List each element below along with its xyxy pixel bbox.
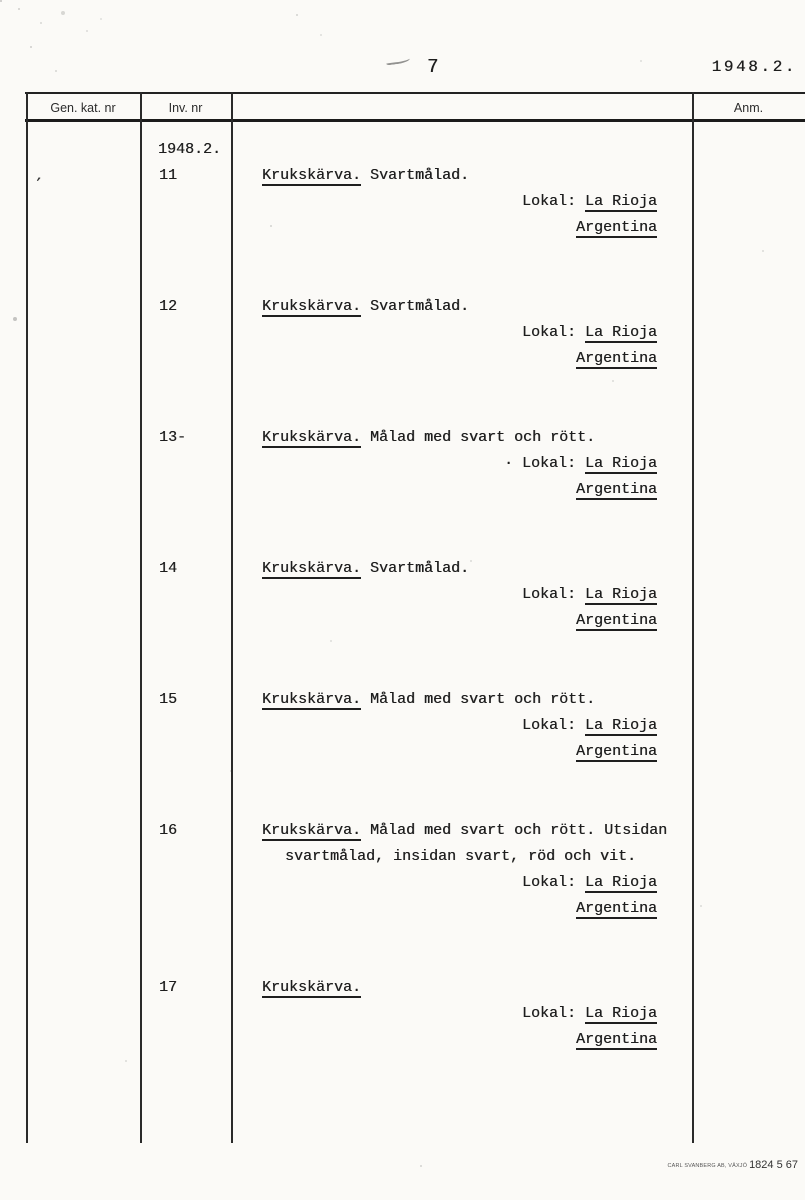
entry-country-line [262,608,657,634]
entry-title-line [262,975,657,1001]
page-number: 7 [427,56,439,78]
inventory-entry [0,687,805,765]
entry-title-line [262,425,657,451]
lokal-place: La Rioja [584,1005,657,1022]
entry-title-line [262,163,657,189]
entry-desc-rest: Svartmålad. [361,167,470,184]
country: Argentina [575,900,657,917]
inventory-year-value: 1948.2. [158,141,222,158]
entry-description [262,294,657,372]
printer-credit-code: 1824 5 67 [749,1159,798,1171]
entry-object-word: Krukskärva. [262,979,362,996]
entry-inv-number: 11 [159,167,178,184]
country: Argentina [575,1031,657,1048]
entry-inv-number: 13- [159,429,187,446]
entry-country-line [262,346,657,372]
column-header-anm: Anm. [733,101,764,115]
entry-desc-rest: Svartmålad. [361,560,470,577]
country: Argentina [575,350,657,367]
entry-inv-number: 17 [159,979,178,996]
entry-inv-number: 12 [159,298,178,315]
country: Argentina [575,612,657,629]
entry-desc-rest: Svartmålad. [361,298,470,315]
entry-inv-number: 16 [159,822,178,839]
lokal-place: La Rioja [584,193,657,210]
entry-inv-number: 14 [159,560,178,577]
table-header-rule [25,119,805,122]
country: Argentina [575,743,657,760]
inventory-entry [0,294,805,372]
entry-description [262,818,668,922]
entry-lokal-line [262,870,657,896]
entries [0,137,805,1106]
entry-title-line [262,556,657,582]
lokal-place: La Rioja [584,717,657,734]
entry-lokal-line [262,189,657,215]
lokal-place: La Rioja [584,586,657,603]
scan-noise [0,0,2,2]
lokal-place: La Rioja [584,874,657,891]
entry-lokal-line [262,713,657,739]
entry-desc-rest: Målad med svart och rött. [361,691,596,708]
inventory-entry [0,556,805,634]
pen-mark [386,56,411,66]
lokal-label: Lokal: [521,193,585,210]
entry-object-word: Krukskärva. [262,822,362,839]
lokal-label: Lokal: [521,324,585,341]
entry-lokal-line [262,451,657,477]
entry-desc-line2 [262,844,657,870]
column-header-gen-kat-nr: Gen. kat. nr [50,101,116,115]
lokal-label: Lokal: [521,717,585,734]
entry-lokal-line [262,320,657,346]
entry-description [262,687,657,765]
stray-margin-mark: ’ [32,175,43,191]
column-header-inv-nr: Inv. nr [168,101,203,115]
entry-desc-rest: Målad med svart och rött. Utsidan [361,822,668,839]
entry-country-line [262,1027,657,1053]
entry-object-word: Krukskärva. [262,560,362,577]
entry-title-line [262,818,668,844]
inventory-entry [0,975,805,1053]
entry-country-line [262,739,657,765]
entry-title-line [262,687,657,713]
entry-object-word: Krukskärva. [262,167,362,184]
entry-country-line [262,896,657,922]
entry-description [262,425,657,503]
entry-lokal-line [262,1001,657,1027]
entry-country-line [262,215,657,241]
inventory-entry [0,425,805,503]
printer-credit-label: CARL SVANBERG AB, VÄXJÖ [667,1162,748,1169]
entry-description [262,556,657,634]
entry-object-word: Krukskärva. [262,691,362,708]
entry-description [262,975,657,1053]
inventory-entry [0,818,805,922]
lokal-label: · Lokal: [503,455,585,472]
country: Argentina [575,481,657,498]
entry-lokal-line [262,582,657,608]
entry-inv-number: 15 [159,691,178,708]
inventory-year-header: 1948.2. [711,58,797,76]
entry-country-line [262,477,657,503]
lokal-label: Lokal: [521,586,585,603]
lokal-label: Lokal: [521,874,585,891]
inventory-entry [0,163,805,241]
entry-title-line [262,294,657,320]
lokal-place: La Rioja [584,324,657,341]
entry-object-word: Krukskärva. [262,429,362,446]
table-top-rule [25,92,805,94]
printer-credit [630,1155,798,1173]
entry-desc-line2-text: svartmålad, insidan svart, röd och vit. [285,848,637,865]
inventory-year-row [0,137,805,163]
country: Argentina [575,219,657,236]
lokal-label: Lokal: [521,1005,585,1022]
entry-description [262,163,657,241]
lokal-place: La Rioja [584,455,657,472]
entry-desc-rest: Målad med svart och rött. [361,429,596,446]
entry-object-word: Krukskärva. [262,298,362,315]
